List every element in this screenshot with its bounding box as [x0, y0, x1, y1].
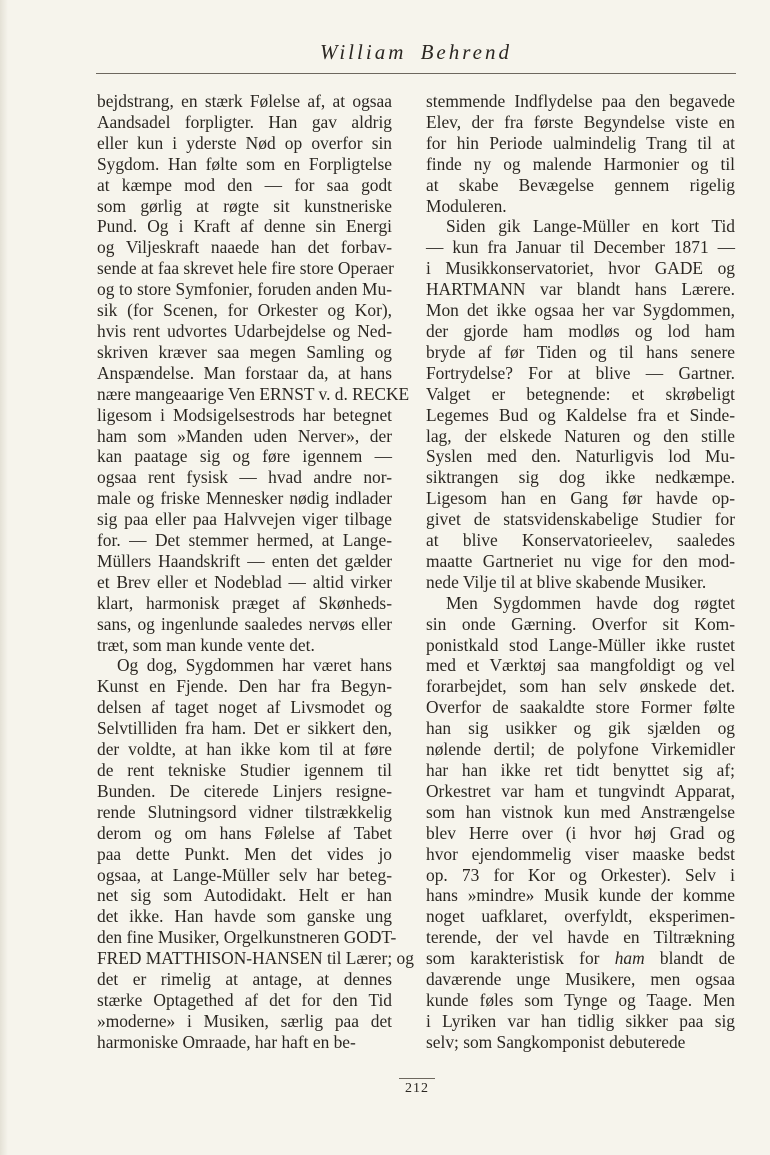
text-line: i Musikkonservatoriet, hvor GADE og: [426, 258, 735, 279]
page-number-rule: [399, 1078, 435, 1079]
text-line: finde ny og malende Harmonier og til: [426, 153, 735, 174]
text-line: hvor ejendommelig viser maaske bedst: [426, 843, 735, 864]
left-column: [97, 91, 414, 1053]
text-line: Men Sygdommen havde dog røgtet: [446, 592, 735, 613]
page-edge-shadow: [0, 0, 8, 1155]
italic-word: ham: [614, 948, 645, 969]
text-line: lag, der elskede Naturen og den stille: [426, 425, 735, 446]
text-line: sin onde Gærning. Overfor sit Kom-: [426, 613, 735, 634]
text-line: FRED MATTHISON-HANSEN til Lærer; og: [97, 948, 414, 969]
text-line: Selvtilliden fra ham. Det er sikkert den,: [97, 718, 392, 739]
text-line: blev Herre over (i hvor høj Grad og: [426, 822, 735, 843]
text-line: Siden gik Lange-Müller en kort Tid: [446, 216, 735, 237]
text-line: siktrangen sig dog ikke nedkæmpe.: [426, 467, 735, 488]
text-line: ponistkald stod Lange-Müller ikke rustet: [426, 634, 735, 655]
text-line: kunde føles som Tynge og Taage. Men: [426, 989, 735, 1010]
text-line: sig paa eller paa Halvvejen viger tilbage: [97, 509, 392, 530]
text-line: stemmende Indflydelse paa den begavede: [426, 91, 735, 111]
text-line: at kæmpe mod den — for saa godt: [97, 174, 392, 195]
text-line: kan paatage sig og føre igennem —: [97, 446, 392, 467]
text-line: Valget er betegnende: et skrøbeligt: [426, 383, 735, 404]
text-line: for. — Det stemmer hermed, at Lange-: [97, 530, 392, 551]
text-line: som han vistnok kun med Anstrængelse: [426, 801, 735, 822]
text-line: med et Værktøj saa mangfoldigt og vel: [426, 655, 735, 676]
text-line: delsen af taget noget af Livsmodet og: [97, 697, 392, 718]
text-line: nære mangeaarige Ven ERNST v. d. RECKE: [97, 383, 410, 404]
text-line: selv; som Sangkomponist debuterede: [426, 1031, 686, 1052]
text-line: net sig som Autodidakt. Helt er han: [97, 885, 392, 906]
text-line: Mon det ikke ogsaa her var Sygdommen,: [426, 300, 735, 321]
text-line: derom og om hans Følelse af Tabet: [97, 822, 392, 843]
text-line: hvis rent udvortes Udarbejdelse og Ned-: [97, 320, 392, 341]
text-line: eller kun i yderste Nød op overfor sin: [97, 132, 392, 153]
text-segment: som karakteristisk for: [426, 948, 615, 969]
text-line: ogsaa rent fysisk — hvad andre nor-: [97, 467, 392, 488]
text-line: og Viljeskraft naaede han det forbav-: [97, 237, 392, 258]
text-line: Elev, der fra første Begyndelse viste en: [426, 111, 735, 132]
text-line: der voldte, at han ikke kom til at føre: [97, 739, 392, 760]
text-line: daværende unge Musikere, men ogsaa: [426, 969, 735, 990]
text-line: Kunst en Fjende. Den har fra Begyn-: [97, 676, 392, 697]
right-column: [426, 91, 735, 1053]
text-line: Pund. Og i Kraft af denne sin Energi: [97, 216, 392, 237]
text-line: ogsaa, at Lange-Müller selv har beteg-: [97, 864, 392, 885]
text-line: Legemes Bud og Kaldelse fra et Sinde-: [426, 404, 735, 425]
text-line: paa dette Punkt. Men det vides jo: [97, 843, 392, 864]
text-line: den fine Musiker, Orgelkunstneren GODT-: [97, 927, 397, 948]
text-line: stærke Optagethed af det for den Tid: [97, 989, 392, 1010]
text-line: givet de statsvidenskabelige Studier for: [426, 509, 735, 530]
text-segment: blandt de: [644, 948, 736, 969]
text-line: Bunden. De citerede Linjers resigne-: [97, 780, 392, 801]
running-header: William Behrend: [320, 40, 512, 64]
text-line: Aandsadel forpligter. Han gav aldrig: [97, 111, 392, 132]
text-line: ligesom i Modsigelsestrods har betegnet: [97, 404, 392, 425]
page-number: 212: [405, 1081, 429, 1096]
text-line: rende Slutningsord vidner tilstrækkelig: [97, 801, 392, 822]
text-line: at skabe Bevægelse gennem rigelig: [426, 174, 735, 195]
text-line: Orkestret var ham et tungvindt Apparat,: [426, 780, 735, 801]
text-line: op. 73 for Kor og Orkester). Selv i: [426, 864, 735, 885]
text-line: maatte Gartneriet nu vige for den mod-: [426, 550, 735, 571]
text-line: klart, harmonisk præget af Skønheds-: [97, 592, 392, 613]
text-line: for hin Periode ualmindelig Trang til at: [426, 132, 735, 153]
text-line: det ikke. Han havde som ganske ung: [97, 906, 392, 927]
text-line: terende, der vel havde en Tiltrækning: [426, 927, 735, 948]
text-line: Syslen med den. Naturligvis lod Mu-: [426, 446, 735, 467]
text-line: Moduleren.: [426, 195, 507, 216]
text-line: har han ikke ret tidt benyttet sig af;: [426, 760, 735, 780]
text-line: ham som »Manden uden Nerver», der: [97, 425, 392, 446]
text-line: der gjorde ham modløs og lod ham: [426, 320, 735, 341]
text-line: de rent tekniske Studier igennem til: [97, 760, 392, 780]
text-line: at blive Konservatorieelev, saaledes: [426, 530, 735, 551]
text-line: Müllers Haandskrift — enten det gælder: [97, 550, 392, 571]
text-line: Og dog, Sygdommen har været hans: [117, 655, 392, 676]
text-line: det er rimelig at antage, at dennes: [97, 969, 392, 990]
text-line: han sig usikker og gik sjælden og: [426, 718, 735, 739]
text-line: Fortrydelse? For at blive — Gartner.: [426, 362, 735, 383]
text-line: nede Vilje til at blive skabende Musiker.: [426, 571, 707, 592]
text-line: Anspændelse. Man forstaar da, at hans: [97, 362, 392, 383]
text-line: Ligesom han en Gang før havde op-: [426, 488, 735, 509]
text-line: noget uafklaret, overfyldt, eksperimen-: [426, 906, 735, 927]
text-line: Sygdom. Han følte som en Forpligtelse: [97, 153, 392, 174]
text-line: bejdstrang, en stærk Følelse af, at ogsaa: [97, 91, 392, 111]
text-line: i Lyriken var han tidlig sikker paa sig: [426, 1010, 735, 1031]
text-line: »moderne» i Musiken, særlig paa det: [97, 1010, 392, 1031]
text-line: et Brev eller et Nodeblad — altid virker: [97, 571, 392, 592]
text-line: [426, 948, 735, 969]
text-line: træt, som man kunde vente det.: [97, 634, 315, 655]
text-line: harmoniske Omraade, har haft en be-: [97, 1031, 356, 1052]
text-line: bryde af før Tiden og til hans senere: [426, 341, 735, 362]
text-line: som gørlig at røgte sit kunstneriske: [97, 195, 392, 216]
text-line: HARTMANN var blandt hans Lærere.: [426, 279, 735, 300]
text-line: sende at faa skrevet hele fire store Operaer: [97, 258, 394, 279]
text-line: sans, og ingenlunde saaledes nervøs eller: [97, 613, 392, 634]
text-line: sik (for Scenen, for Orkester og Kor),: [97, 300, 392, 321]
text-line: og to store Symfonier, foruden anden Mu-: [97, 279, 392, 300]
text-line: — kun fra Januar til December 1871 —: [426, 237, 735, 258]
text-line: forarbejdet, som han selv ønskede det.: [426, 676, 735, 697]
text-line: skriven kræver saa megen Samling og: [97, 341, 392, 362]
text-line: nølende dertil; de polyfone Virkemidler: [426, 739, 735, 760]
text-line: Overfor de saakaldte store Former følte: [426, 697, 735, 718]
text-line: male og friske Mennesker nødig indlader: [97, 488, 392, 509]
header-rule: [96, 73, 736, 74]
text-line: hans »mindre» Musik kunde der komme: [426, 885, 735, 906]
